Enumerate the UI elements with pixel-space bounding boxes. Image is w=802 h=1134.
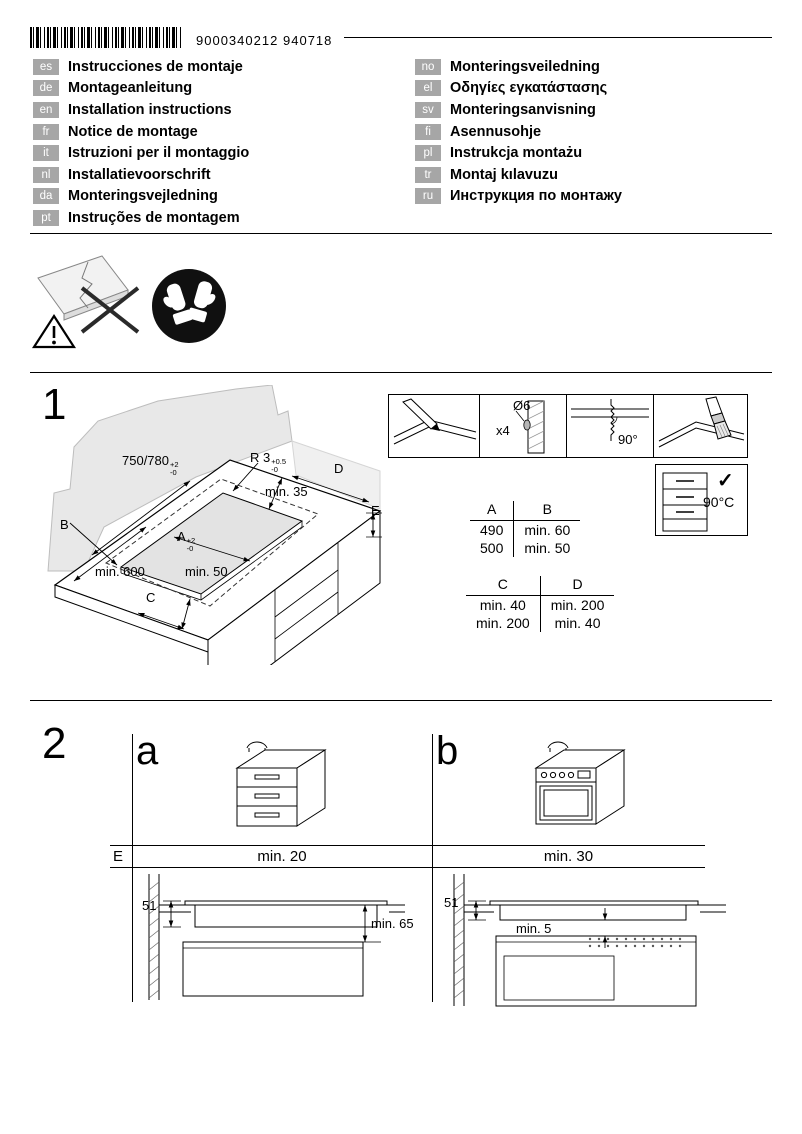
language-item-sv (415, 99, 622, 121)
language-item-pl (415, 142, 622, 164)
dim-min-front-label: min. 50 (185, 564, 228, 579)
oven-b-drawing (524, 740, 634, 840)
dim-radius-tolerance: +0.5 -0 (271, 457, 287, 474)
language-title: Instruções de montagem (68, 209, 240, 226)
wear-gloves-icon (150, 267, 228, 345)
variant-a-label: a (136, 729, 159, 773)
section-divider (30, 700, 772, 701)
language-title: Montaj kılavuzu (450, 166, 558, 183)
table-cell: min. 60 (524, 522, 571, 538)
language-list-left (33, 56, 249, 229)
language-code-badge: fr (33, 124, 59, 140)
step2-number: 2 (42, 719, 67, 768)
table-ab (470, 501, 580, 557)
language-title: Instrucciones de montaje (68, 58, 243, 75)
cabinet-a-drawing (225, 738, 335, 838)
header-rule (344, 37, 772, 38)
language-code-badge: no (415, 59, 441, 75)
table-cd-header-d: D (540, 576, 614, 596)
table-cell: min. 200 (466, 614, 540, 632)
clearance-a-value: min. 20 (257, 848, 307, 865)
language-code-badge: de (33, 80, 59, 96)
table-row (466, 596, 614, 615)
language-title: Инструкция по монтажу (450, 188, 622, 205)
hole-count-label: x4 (496, 423, 510, 438)
language-code-badge: sv (415, 102, 441, 118)
table-cell: 490 (470, 521, 514, 540)
table-ab-header-row (470, 501, 580, 521)
variant-b-label: b (436, 729, 459, 773)
dim-e-label: E (371, 503, 380, 518)
checkmark-icon: ✓ (717, 470, 734, 492)
language-item-el (415, 78, 622, 100)
table-cell: 500 (470, 539, 514, 557)
cut-angle-label: 90° (618, 432, 638, 447)
language-list-right (415, 56, 622, 207)
table-cd-header-c: C (466, 576, 540, 596)
barcode (30, 27, 182, 48)
language-title: Instrukcja montażu (450, 145, 583, 162)
detail-box-saw (566, 394, 654, 458)
language-item-pt (33, 207, 249, 229)
saw-cut-icon (567, 395, 653, 457)
table-row (466, 614, 614, 632)
depth-b-label: 51 (444, 895, 459, 910)
clearance-b-value: min. 30 (543, 848, 594, 865)
dim-cutout-width-label (122, 453, 179, 476)
table-cd-header-row (466, 576, 614, 596)
section-divider (30, 233, 772, 234)
edge-temp-label: 90°C (703, 494, 735, 510)
language-code-badge: nl (33, 167, 59, 183)
language-item-fr (33, 121, 249, 143)
dim-b-label: B (60, 517, 69, 532)
e-row-bottom-rule (110, 867, 705, 868)
cross-section-b-drawing (440, 872, 735, 1010)
scribe-line-icon (389, 395, 479, 457)
language-title: Asennusohje (450, 123, 542, 140)
language-title: Monteringsanvisning (450, 101, 596, 118)
language-item-es (33, 56, 249, 78)
detail-box-seal (653, 394, 748, 458)
table-ab-header-a: A (470, 501, 514, 521)
dim-c-label: C (146, 590, 156, 605)
language-title: Installation instructions (68, 101, 232, 118)
language-code-badge: es (33, 59, 59, 75)
dim-d-label: D (334, 461, 344, 476)
language-code-badge: pt (33, 210, 59, 226)
dim-width-tolerance: +2 -0 (170, 460, 179, 477)
table-ab-header-b: B (514, 501, 580, 521)
language-item-da (33, 186, 249, 208)
language-code-badge: pl (415, 145, 441, 161)
cross-section-a-drawing (135, 872, 435, 1004)
language-code-badge: el (415, 80, 441, 96)
broken-glass-warning-icon (30, 250, 155, 355)
step1-isometric-drawing (40, 380, 400, 665)
table-cell: min. 50 (524, 540, 571, 556)
column-divider-a (132, 734, 133, 1002)
table-row (470, 539, 580, 557)
section-divider (30, 372, 772, 373)
language-title: Montageanleitung (68, 80, 193, 97)
language-title: Monteringsveiledning (450, 58, 600, 75)
table-cd (466, 576, 614, 632)
depth-a-label: 51 (142, 898, 157, 913)
detail-box-scribe (388, 394, 480, 458)
dim-min-left-label: min. 600 (95, 564, 145, 579)
table-row (470, 521, 580, 540)
language-item-nl (33, 164, 249, 186)
dim-width-value: 750/780 (122, 453, 169, 468)
dim-radius-value: R 3 (250, 450, 271, 465)
seal-edges-icon (654, 395, 747, 457)
hole-diameter-label: Ø6 (513, 398, 531, 413)
language-title: Οδηγίες εγκατάστασης (450, 80, 608, 97)
step1-number: 1 (42, 380, 67, 429)
language-code-badge: fi (415, 124, 441, 140)
table-cell: min. 40 (466, 596, 540, 615)
language-item-tr (415, 164, 622, 186)
e-row-label: E (113, 848, 124, 865)
language-item-de (33, 78, 249, 100)
barcode-number: 9000340212 (196, 33, 279, 48)
table-cell: min. 40 (554, 615, 601, 631)
date-code: 940718 (283, 33, 333, 48)
height-a-label: min. 65 (371, 916, 414, 931)
language-code-badge: it (33, 145, 59, 161)
table-cell: min. 200 (550, 597, 605, 613)
language-item-ru (415, 186, 622, 208)
language-title: Istruzioni per il montaggio (68, 145, 250, 162)
language-item-it (33, 142, 249, 164)
language-code-badge: en (33, 102, 59, 118)
language-item-no (415, 56, 622, 78)
e-row-top-rule (110, 845, 705, 846)
language-item-en (33, 99, 249, 121)
dim-a-label (177, 529, 195, 552)
dim-a-value: A (177, 529, 186, 544)
language-code-badge: tr (415, 167, 441, 183)
language-code-badge: da (33, 188, 59, 204)
language-item-fi (415, 121, 622, 143)
language-code-badge: ru (415, 188, 441, 204)
dim-min-back-label: min. 35 (265, 484, 308, 499)
dim-corner-radius-label (250, 450, 286, 473)
language-title: Monteringsvejledning (68, 188, 218, 205)
gap-b-label: min. 5 (516, 921, 552, 936)
language-title: Installatievoorschrift (68, 166, 211, 183)
dim-a-tolerance: +2 -0 (186, 536, 196, 553)
language-title: Notice de montage (68, 123, 198, 140)
